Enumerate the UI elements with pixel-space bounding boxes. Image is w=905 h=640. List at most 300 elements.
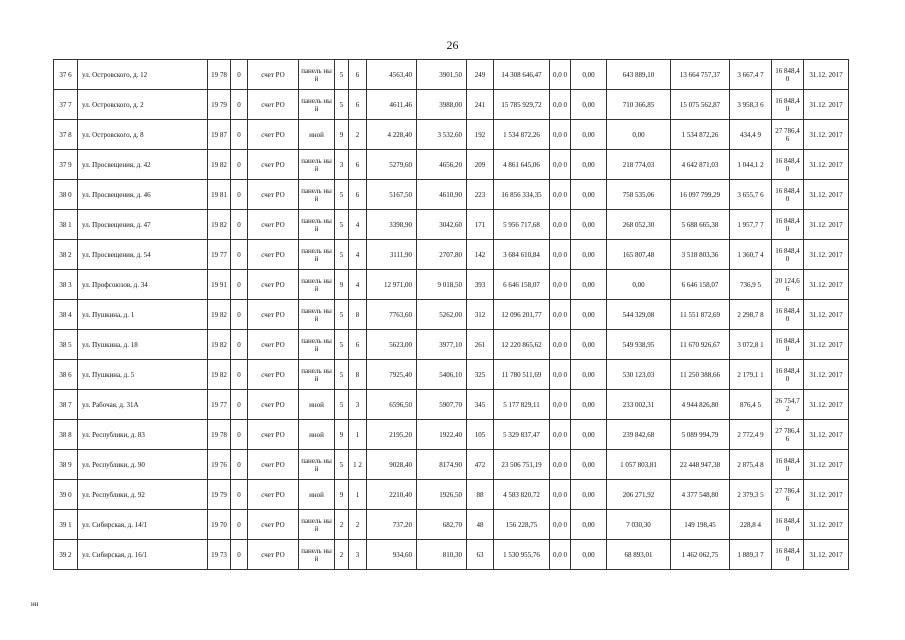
material-cell [299,120,335,150]
row-number-cell-text: 39 2 [59,550,72,559]
table-row [54,540,849,570]
residents-cell-text: 63 [476,550,484,559]
cost-col4-cell [607,420,671,450]
cost-col3-cell-text: 0,00 [582,490,595,499]
zero-cell [231,60,248,90]
year-cell-text: 19 82 [211,310,227,319]
total-area-cell [367,360,417,390]
row-number-cell [54,510,78,540]
zero-cell-text: 0 [237,490,241,499]
account-cell [248,120,299,150]
zero-cell [231,420,248,450]
material-cell [299,360,335,390]
total-area-cell-text: 7763,60 [389,310,412,319]
floors-cell-text: 5 [339,340,344,349]
cost-col4-cell [607,360,671,390]
registry-table [53,59,849,570]
unit-cost-cell [730,330,772,360]
address-cell [78,300,208,330]
year-cell-text: 19 77 [211,400,227,409]
total-cost-cell [494,240,550,270]
address-cell-text: ул. Сибирская, д. 14/1 [82,520,148,529]
cost-col4-cell [607,210,671,240]
year-cell-text: 19 70 [211,520,227,529]
cost-col2-cell [550,540,571,570]
max-unit-cost-cell-text: 16 848,4 0 [775,186,800,203]
max-unit-cost-cell-text: 16 848,4 0 [775,456,800,473]
residents-cell [467,270,494,300]
floors-cell [335,540,349,570]
address-cell [78,60,208,90]
cost-col4-cell [607,450,671,480]
cost-col2-cell-text: 0,0 0 [553,490,567,499]
row-number-cell [54,360,78,390]
row-number-cell [54,390,78,420]
total-area-cell [367,540,417,570]
cost-col3-cell [571,360,607,390]
total-area-cell-text: 4 228,40 [387,130,412,139]
zero-cell [231,240,248,270]
material-cell-text: иной [309,400,324,409]
date-cell-text: 31.12. 2017 [809,310,843,319]
row-number-cell-text: 38 2 [59,250,72,259]
row-number-cell [54,240,78,270]
total-cost-cell-text: 15 785 929,72 [501,100,542,109]
residents-cell [467,210,494,240]
unit-cost-cell [730,540,772,570]
entrances-cell [349,240,367,270]
year-cell [208,300,231,330]
cost-col5-cell [671,360,730,390]
unit-cost-cell [730,240,772,270]
residents-cell-text: 261 [474,340,486,349]
zero-cell [231,90,248,120]
table-row [54,270,849,300]
cost-col2-cell [550,300,571,330]
row-number-cell [54,420,78,450]
year-cell-text: 19 82 [211,160,227,169]
cost-col3-cell-text: 0,00 [582,220,595,229]
cost-col4-cell [607,300,671,330]
total-area-cell [367,480,417,510]
date-cell-text: 31.12. 2017 [809,520,843,529]
cost-col5-cell [671,120,730,150]
account-cell-text: счет РО [261,460,285,469]
account-cell [248,270,299,300]
entrances-cell-text: 6 [355,100,360,109]
max-unit-cost-cell-text: 16 848,4 0 [775,306,800,323]
cost-col5-cell [671,540,730,570]
cost-col2-cell [550,390,571,420]
cost-col5-cell [671,240,730,270]
date-cell [804,270,849,300]
unit-cost-cell [730,270,772,300]
max-unit-cost-cell [772,420,804,450]
cost-col2-cell-text: 0,0 0 [553,280,567,289]
account-cell-text: счет РО [261,400,285,409]
zero-cell [231,210,248,240]
address-cell [78,120,208,150]
zero-cell-text: 0 [237,130,241,139]
total-area-cell-text: 6596,50 [389,400,412,409]
material-cell-text: панель ный [301,546,332,563]
table-row [54,510,849,540]
account-cell-text: счет РО [261,190,285,199]
cost-col4-cell-text: 549 938,95 [622,340,655,349]
total-area-cell-text: 3111,90 [389,250,412,259]
address-cell-text: ул. Островского, д. 2 [82,100,144,109]
cost-col3-cell [571,90,607,120]
entrances-cell-text: 8 [355,310,360,319]
account-cell-text: счет РО [261,340,285,349]
cost-col4-cell-text: 710 366,85 [622,100,655,109]
cost-col5-cell-text: 3 518 803,36 [681,250,719,259]
cost-col2-cell [550,120,571,150]
material-cell [299,90,335,120]
max-unit-cost-cell-text: 27 786,4 6 [775,486,800,503]
address-cell-text: ул. Республики, д. 92 [82,490,145,499]
total-area-cell [367,120,417,150]
material-cell [299,180,335,210]
material-cell [299,420,335,450]
row-number-cell-text: 37 9 [59,160,72,169]
zero-cell-text: 0 [237,550,241,559]
max-unit-cost-cell [772,60,804,90]
unit-cost-cell-text: 736,9 5 [740,280,761,289]
total-cost-cell [494,90,550,120]
address-cell-text: ул. Пушкина, д. 18 [82,340,138,349]
address-cell-text: ул. Просвещения, д. 54 [82,250,151,259]
residents-cell-text: 312 [474,310,486,319]
cost-col4-cell-text: 165 807,48 [622,250,655,259]
date-cell-text: 31.12. 2017 [809,340,843,349]
cost-col5-cell-text: 149 198,45 [684,520,716,529]
year-cell [208,60,231,90]
address-cell [78,450,208,480]
unit-cost-cell-text: 228,8 4 [740,520,761,529]
row-number-cell [54,150,78,180]
total-area-cell [367,300,417,330]
living-area-cell-text: 5262,00 [439,310,462,319]
material-cell [299,210,335,240]
max-unit-cost-cell-text: 26 754,7 2 [775,396,800,413]
entrances-cell [349,390,367,420]
cost-col3-cell-text: 0,00 [582,160,595,169]
year-cell-text: 19 76 [211,460,227,469]
cost-col5-cell [671,180,730,210]
date-cell-text: 31.12. 2017 [809,490,843,499]
cost-col5-cell [671,510,730,540]
living-area-cell-text: 4656,20 [439,160,462,169]
row-number-cell [54,120,78,150]
zero-cell [231,270,248,300]
total-area-cell [367,420,417,450]
cost-col3-cell [571,330,607,360]
residents-cell [467,90,494,120]
unit-cost-cell [730,510,772,540]
year-cell [208,360,231,390]
address-cell [78,270,208,300]
floors-cell-text: 2 [339,520,344,529]
row-number-cell-text: 37 6 [59,70,72,79]
total-area-cell [367,390,417,420]
total-cost-cell-text: 4 583 820,72 [503,490,540,499]
total-area-cell-text: 4611,46 [389,100,412,109]
cost-col2-cell [550,480,571,510]
floors-cell [335,240,349,270]
max-unit-cost-cell-text: 16 848,4 0 [775,336,800,353]
unit-cost-cell [730,90,772,120]
max-unit-cost-cell-text: 27 786,4 6 [775,426,800,443]
entrances-cell-text: 3 [355,400,360,409]
zero-cell-text: 0 [237,370,241,379]
material-cell [299,150,335,180]
total-cost-cell-text: 6 646 158,07 [503,280,540,289]
total-cost-cell [494,300,550,330]
cost-col2-cell-text: 0,0 0 [553,220,567,229]
total-area-cell-text: 9028,40 [389,460,412,469]
floors-cell-text: 5 [339,370,344,379]
floors-cell [335,60,349,90]
cost-col4-cell [607,390,671,420]
date-cell-text: 31.12. 2017 [809,370,843,379]
cost-col2-cell [550,510,571,540]
max-unit-cost-cell-text: 16 848,4 0 [775,156,800,173]
account-cell [248,540,299,570]
material-cell-text: иной [309,430,324,439]
unit-cost-cell [730,300,772,330]
material-cell [299,540,335,570]
unit-cost-cell [730,420,772,450]
floors-cell [335,510,349,540]
unit-cost-cell-text: 1 360,7 4 [737,250,764,259]
year-cell [208,120,231,150]
zero-cell-text: 0 [237,460,241,469]
residents-cell [467,240,494,270]
total-area-cell [367,330,417,360]
living-area-cell [417,90,467,120]
floors-cell [335,360,349,390]
account-cell-text: счет РО [261,280,285,289]
floors-cell [335,390,349,420]
total-cost-cell-text: 4 861 645,06 [503,160,540,169]
cost-col3-cell-text: 0,00 [582,370,595,379]
max-unit-cost-cell [772,150,804,180]
unit-cost-cell-text: 434,4 9 [740,130,761,139]
entrances-cell-text: 8 [355,370,360,379]
living-area-cell [417,240,467,270]
cost-col3-cell-text: 0,00 [582,280,595,289]
cost-col2-cell-text: 0,0 0 [553,190,567,199]
account-cell [248,330,299,360]
row-number-cell [54,90,78,120]
max-unit-cost-cell-text: 16 848,4 0 [775,546,800,563]
date-cell [804,150,849,180]
zero-cell [231,360,248,390]
account-cell-text: счет РО [261,220,285,229]
row-number-cell [54,300,78,330]
entrances-cell-text: 4 [355,220,360,229]
account-cell-text: счет РО [261,100,285,109]
account-cell-text: счет РО [261,430,285,439]
total-area-cell-text: 7925,40 [389,370,412,379]
total-cost-cell [494,450,550,480]
cost-col3-cell-text: 0,00 [582,340,595,349]
material-cell [299,270,335,300]
unit-cost-cell [730,210,772,240]
unit-cost-cell [730,480,772,510]
residents-cell [467,330,494,360]
year-cell [208,450,231,480]
row-number-cell-text: 38 4 [59,310,72,319]
total-cost-cell-text: 5 329 837,47 [503,430,540,439]
total-cost-cell [494,120,550,150]
table-row [54,450,849,480]
cost-col2-cell [550,450,571,480]
year-cell [208,390,231,420]
living-area-cell-text: 3 532,60 [437,130,462,139]
total-area-cell-text: 2195,20 [389,430,412,439]
row-number-cell-text: 37 8 [59,130,72,139]
total-cost-cell [494,540,550,570]
zero-cell-text: 0 [237,280,241,289]
account-cell-text: счет РО [261,370,285,379]
cost-col3-cell [571,120,607,150]
residents-cell [467,480,494,510]
residents-cell [467,120,494,150]
living-area-cell [417,480,467,510]
zero-cell-text: 0 [237,190,241,199]
table-row [54,390,849,420]
max-unit-cost-cell-text: 20 124,6 6 [775,276,800,293]
living-area-cell [417,450,467,480]
entrances-cell-text: 1 2 [353,460,362,469]
cost-col5-cell [671,90,730,120]
floors-cell [335,420,349,450]
unit-cost-cell-text: 876,4 5 [740,400,761,409]
total-area-cell [367,210,417,240]
living-area-cell-text: 5406,10 [439,370,462,379]
floors-cell [335,480,349,510]
floors-cell-text: 2 [339,550,344,559]
material-cell [299,450,335,480]
account-cell-text: счет РО [261,250,285,259]
cost-col5-cell [671,330,730,360]
date-cell-text: 31.12. 2017 [809,130,843,139]
cost-col3-cell-text: 0,00 [582,130,595,139]
cost-col2-cell-text: 0,0 0 [553,520,567,529]
max-unit-cost-cell [772,300,804,330]
material-cell [299,60,335,90]
address-cell-text: ул. Рабочая, д. 31А [82,400,139,409]
date-cell-text: 31.12. 2017 [809,100,843,109]
cost-col2-cell-text: 0,0 0 [553,310,567,319]
unit-cost-cell-text: 1 889,3 7 [737,550,764,559]
date-cell [804,390,849,420]
residents-cell-text: 171 [474,220,486,229]
row-number-cell-text: 38 1 [59,220,72,229]
total-cost-cell-text: 14 308 646,47 [501,70,542,79]
total-area-cell [367,240,417,270]
cost-col5-cell-text: 5 089 994,79 [681,430,719,439]
total-cost-cell-text: 5 956 717,68 [503,220,540,229]
total-area-cell [367,270,417,300]
floors-cell-text: 5 [339,460,344,469]
living-area-cell [417,300,467,330]
total-cost-cell-text: 1 530 955,76 [503,550,540,559]
zero-cell-text: 0 [237,160,241,169]
floors-cell-text: 5 [339,70,344,79]
material-cell-text: панель ный [301,246,332,263]
residents-cell-text: 249 [474,70,486,79]
entrances-cell [349,120,367,150]
date-cell [804,90,849,120]
cost-col4-cell-text: 530 123,03 [622,370,655,379]
table-row [54,300,849,330]
max-unit-cost-cell [772,90,804,120]
row-number-cell [54,450,78,480]
cost-col3-cell-text: 0,00 [582,310,595,319]
max-unit-cost-cell [772,330,804,360]
year-cell-text: 19 78 [211,430,227,439]
floors-cell-text: 5 [339,100,344,109]
entrances-cell-text: 1 [355,430,360,439]
cost-col5-cell [671,420,730,450]
living-area-cell-text: 3042,60 [439,220,462,229]
cost-col2-cell-text: 0,0 0 [553,430,567,439]
material-cell-text: панель ный [301,186,332,203]
floors-cell [335,120,349,150]
cost-col5-cell [671,210,730,240]
material-cell [299,510,335,540]
residents-cell [467,540,494,570]
row-number-cell-text: 38 6 [59,370,72,379]
entrances-cell-text: 6 [355,160,360,169]
total-area-cell [367,150,417,180]
residents-cell-text: 241 [474,100,486,109]
cost-col3-cell [571,150,607,180]
cost-col2-cell-text: 0,0 0 [553,130,567,139]
entrances-cell [349,510,367,540]
cost-col5-cell-text: 11 551 872,69 [680,310,720,319]
table-body [54,60,849,570]
row-number-cell-text: 39 1 [59,520,72,529]
entrances-cell-text: 6 [355,190,360,199]
cost-col5-cell [671,450,730,480]
cost-col2-cell [550,180,571,210]
living-area-cell-text: 5907,70 [439,400,462,409]
cost-col3-cell [571,180,607,210]
total-cost-cell [494,210,550,240]
total-area-cell [367,450,417,480]
account-cell-text: счет РО [261,490,285,499]
unit-cost-cell [730,60,772,90]
floors-cell-text: 5 [339,220,344,229]
address-cell [78,150,208,180]
year-cell [208,180,231,210]
cost-col5-cell [671,300,730,330]
cost-col5-cell [671,270,730,300]
living-area-cell [417,120,467,150]
year-cell [208,210,231,240]
cost-col4-cell [607,150,671,180]
account-cell [248,240,299,270]
date-cell [804,510,849,540]
date-cell [804,300,849,330]
residents-cell-text: 48 [476,520,484,529]
zero-cell-text: 0 [237,340,241,349]
zero-cell-text: 0 [237,70,241,79]
